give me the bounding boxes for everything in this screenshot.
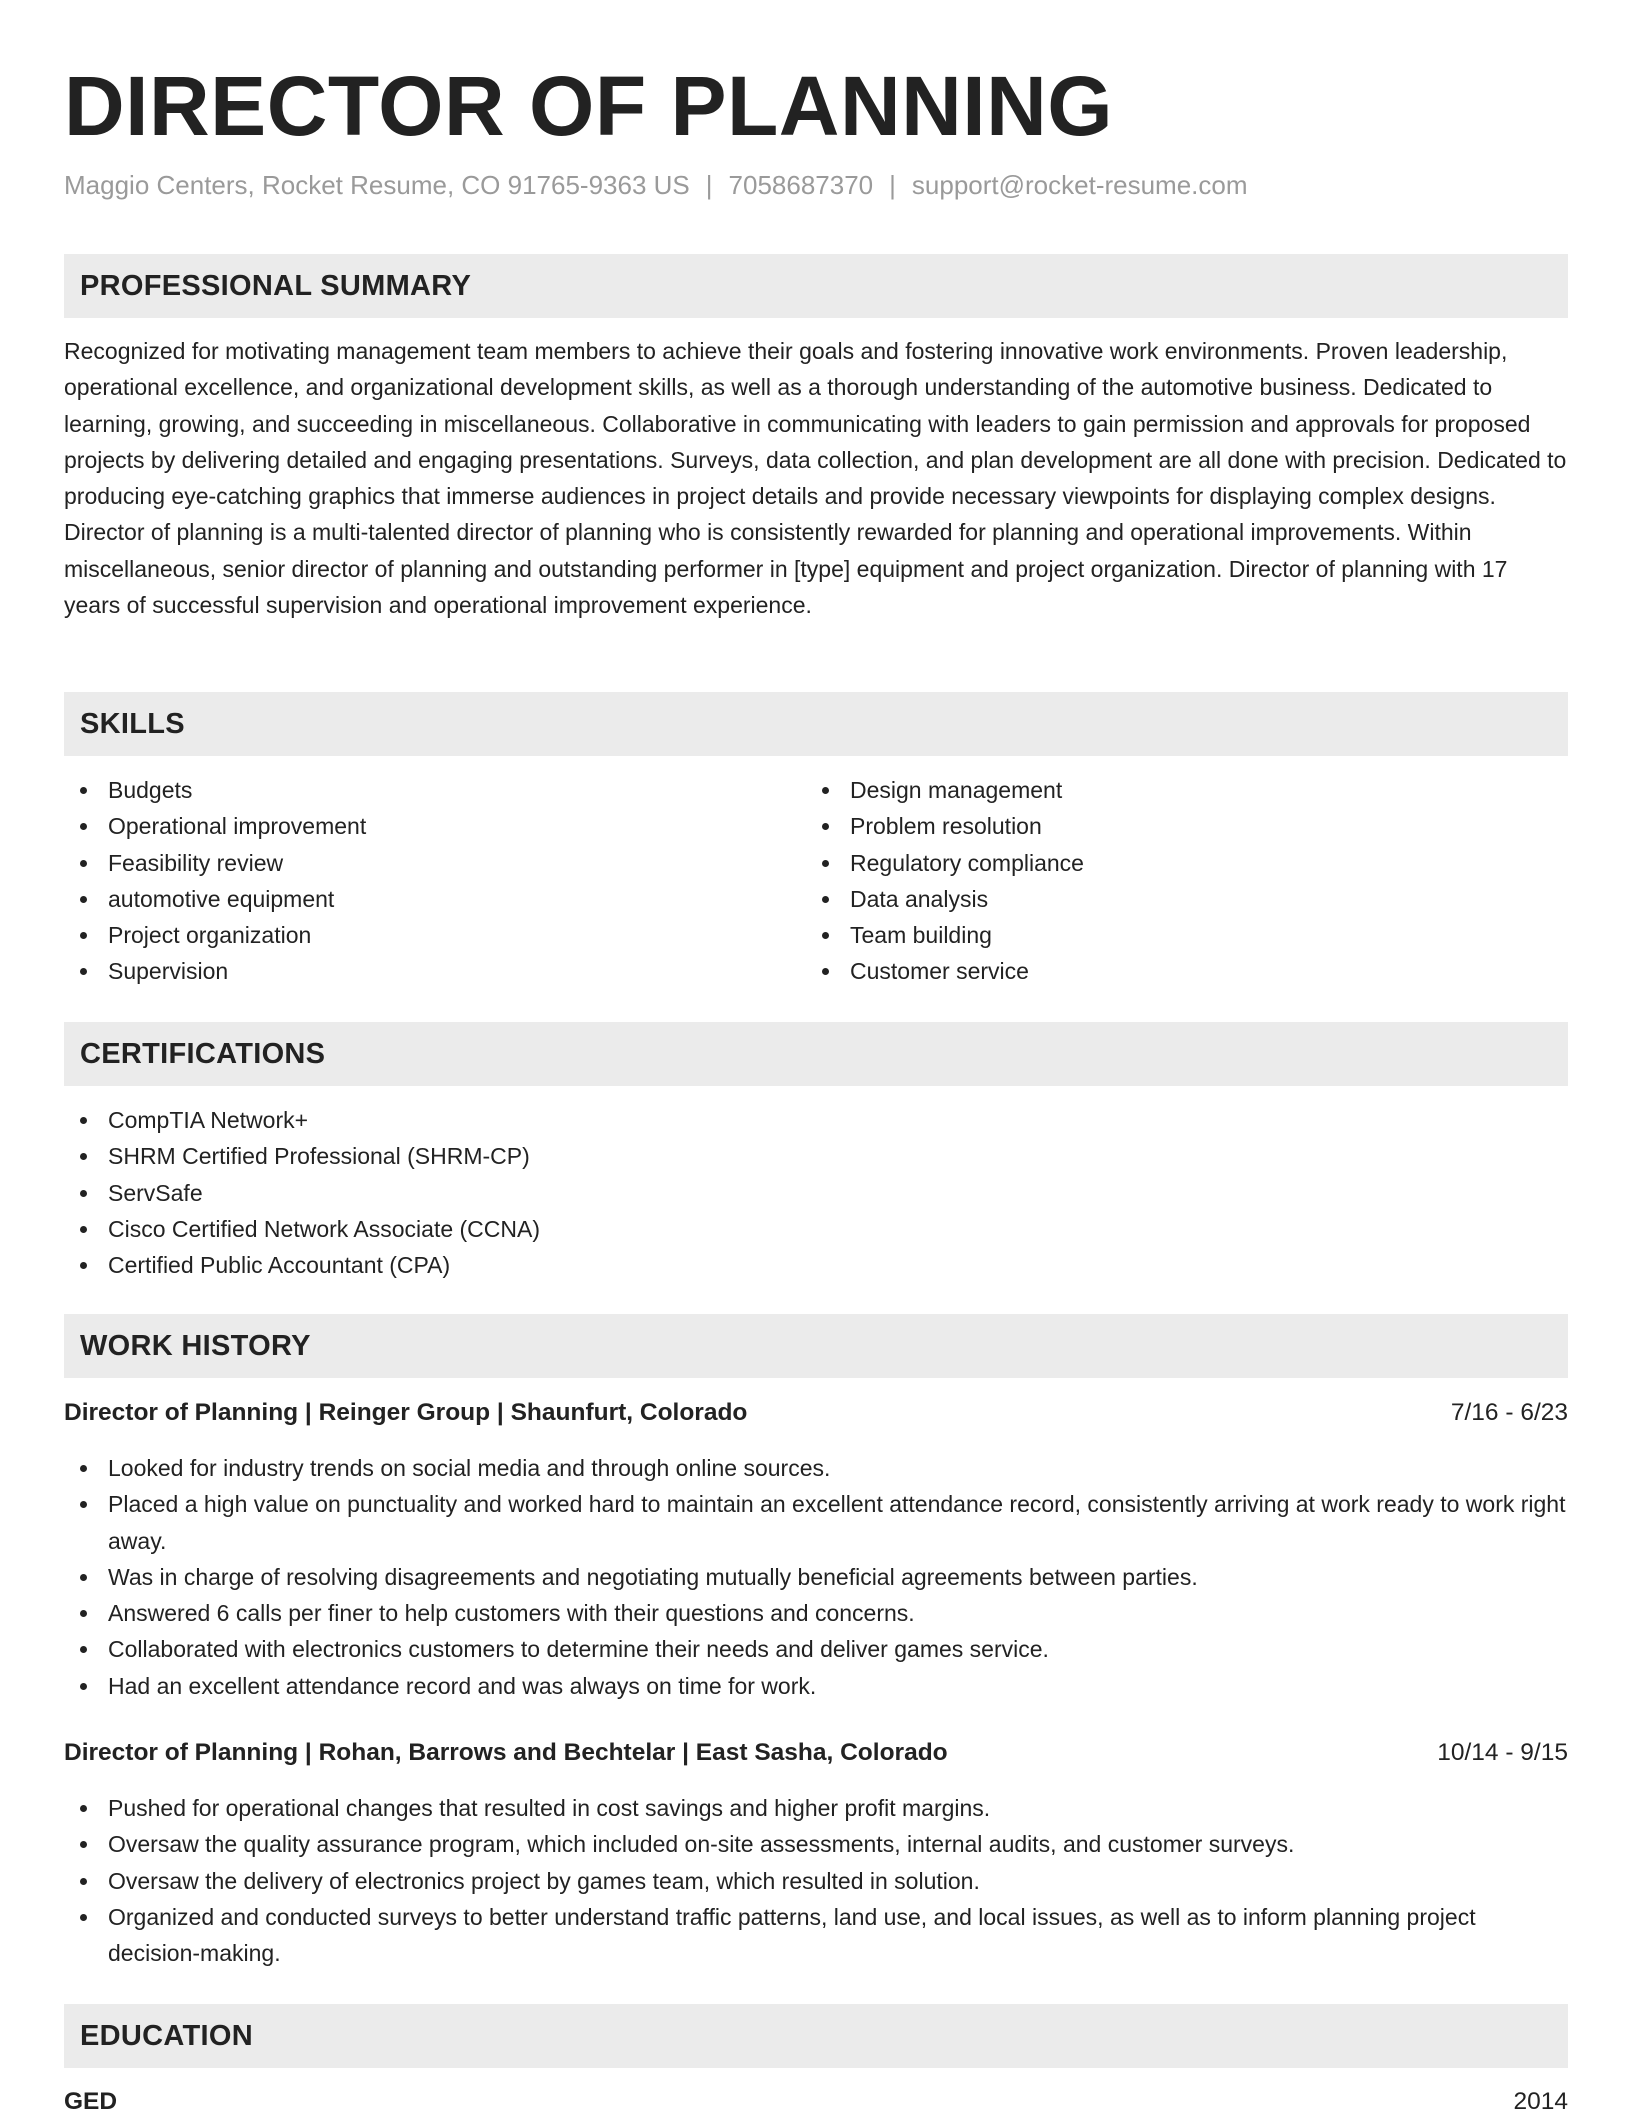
job-bullet: Oversaw the delivery of electronics project by games team, which resulted in solution. bbox=[64, 1863, 1568, 1899]
summary-text: Recognized for motivating management team members to achieve their goals and fostering innovative work environments. Proven leadership, operational excellence, and organizational development skills, as well as a thorough understanding of the automotive business. Dedicated to learning, growing, and succeeding in miscellaneous. Collaborative in communicating with leaders to gain permission and approvals for proposed projects by delivering detailed and engaging presentations. Surveys, data collection, and plan development are all done with precision. Dedicated to producing eye-catching graphics that immerse audiences in project details and provide necessary viewpoints for displaying complex designs. Director of planning is a multi-talented director of planning who is consistently rewarded for planning and operational improvements. Within miscellaneous, senior director of planning and outstanding performer in [type] equipment and project organization. Director of planning with 17 years of successful supervision and operational improvement experience. bbox=[64, 338, 1567, 619]
contact-address: Maggio Centers, Rocket Resume, CO 91765-9363 US bbox=[64, 170, 690, 200]
skills-column-left bbox=[64, 772, 806, 990]
certifications-list bbox=[64, 1102, 1568, 1283]
section-header-skills bbox=[64, 692, 1568, 756]
job-bullet: Looked for industry trends on social media and through online sources. bbox=[64, 1450, 1568, 1486]
job-bullet: Oversaw the quality assurance program, which included on-site assessments, internal audits, and customer surveys. bbox=[64, 1826, 1568, 1862]
skills-column-right bbox=[806, 772, 1548, 990]
contact-line bbox=[64, 168, 1568, 202]
job-title: Director of Planning | Reinger Group | Shaunfurt, Colorado bbox=[64, 1399, 748, 1426]
job-header bbox=[64, 1396, 1568, 1430]
job-title: Director of Planning | Rohan, Barrows and Bechtelar | East Sasha, Colorado bbox=[64, 1739, 948, 1766]
section-title: SKILLS bbox=[80, 707, 185, 740]
skills-list bbox=[64, 772, 806, 990]
education-year: 2014 bbox=[1513, 2088, 1568, 2115]
job-bullet: Was in charge of resolving disagreements and negotiating mutually beneficial agreements between parties. bbox=[64, 1559, 1568, 1595]
job-bullet: Had an excellent attendance record and was always on time for work. bbox=[64, 1668, 1568, 1704]
job-bullets bbox=[64, 1790, 1568, 1971]
skill-item: Supervision bbox=[64, 953, 806, 989]
section-header-certifications bbox=[64, 1022, 1568, 1086]
contact-phone[interactable]: 7058687370 bbox=[728, 170, 874, 200]
contact-email[interactable]: support@rocket-resume.com bbox=[911, 170, 1248, 200]
skill-item: Design management bbox=[806, 772, 1548, 808]
certification-item: Certified Public Accountant (CPA) bbox=[64, 1247, 1568, 1283]
section-header-work-history bbox=[64, 1314, 1568, 1378]
skill-item: Project organization bbox=[64, 917, 806, 953]
job-bullet: Pushed for operational changes that resulted in cost savings and higher profit margins. bbox=[64, 1790, 1568, 1826]
certification-item: SHRM Certified Professional (SHRM-CP) bbox=[64, 1138, 1568, 1174]
job-dates: 10/14 - 9/15 bbox=[1437, 1739, 1568, 1766]
section-title: WORK HISTORY bbox=[80, 1329, 311, 1362]
job-bullet: Collaborated with electronics customers to determine their needs and deliver games service. bbox=[64, 1631, 1568, 1667]
skill-item: Problem resolution bbox=[806, 808, 1548, 844]
skill-item: Data analysis bbox=[806, 881, 1548, 917]
section-header-education bbox=[64, 2004, 1568, 2068]
section-title: CERTIFICATIONS bbox=[80, 1037, 326, 1070]
section-header-summary bbox=[64, 254, 1568, 318]
skill-item: Budgets bbox=[64, 772, 806, 808]
education-entry bbox=[64, 2085, 1568, 2119]
job-header bbox=[64, 1736, 1568, 1770]
skill-item: automotive equipment bbox=[64, 881, 806, 917]
skill-item: Customer service bbox=[806, 953, 1548, 989]
job-bullet: Placed a high value on punctuality and worked hard to maintain an excellent attendance record, consistently arriving at work ready to work right away. bbox=[64, 1486, 1568, 1559]
skill-item: Team building bbox=[806, 917, 1548, 953]
skill-item: Operational improvement bbox=[64, 808, 806, 844]
job-bullet: Organized and conducted surveys to better understand traffic patterns, land use, and local issues, as well as to inform planning project decision-making. bbox=[64, 1899, 1568, 1972]
job-dates: 7/16 - 6/23 bbox=[1450, 1399, 1568, 1426]
contact-separator: | bbox=[705, 170, 713, 200]
skills-grid bbox=[64, 772, 1568, 990]
skill-item: Feasibility review bbox=[64, 845, 806, 881]
skill-item: Regulatory compliance bbox=[806, 845, 1548, 881]
section-title: EDUCATION bbox=[80, 2019, 253, 2052]
certification-item: ServSafe bbox=[64, 1175, 1568, 1211]
contact-separator: | bbox=[889, 170, 896, 200]
skills-list bbox=[806, 772, 1548, 990]
certification-item: CompTIA Network+ bbox=[64, 1102, 1568, 1138]
job-bullets bbox=[64, 1450, 1568, 1704]
resume-name: DIRECTOR OF PLANNING bbox=[64, 59, 1114, 153]
job-bullet: Answered 6 calls per finer to help customers with their questions and concerns. bbox=[64, 1595, 1568, 1631]
section-title: PROFESSIONAL SUMMARY bbox=[80, 269, 472, 302]
education-degree: GED bbox=[64, 2088, 118, 2115]
certification-item: Cisco Certified Network Associate (CCNA) bbox=[64, 1211, 1568, 1247]
resume-content bbox=[64, 0, 1568, 2115]
